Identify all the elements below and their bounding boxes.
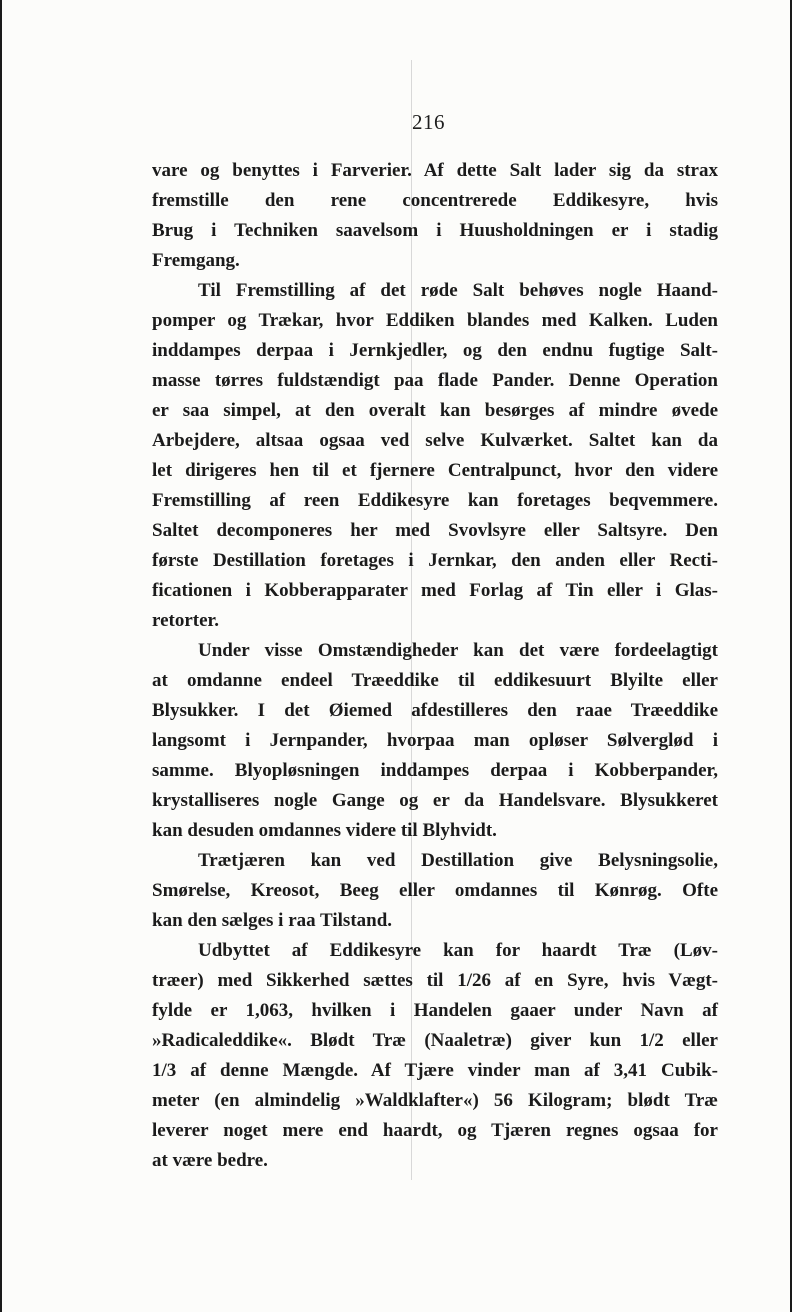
- text-line: Arbejdere, altsaa ogsaa ved selve Kulværket. Saltet kan da: [152, 430, 718, 451]
- text-line: let dirigeres hen til et fjernere Centralpunct, hvor den videre: [152, 460, 718, 481]
- text-line: Udbyttet af Eddikesyre kan for haardt Træ (Løv-: [198, 940, 718, 961]
- text-line: Fremstilling af reen Eddikesyre kan foretages beqvemmere.: [152, 490, 718, 511]
- text-line: kan den sælges i raa Tilstand.: [152, 910, 393, 931]
- text-line: Fremgang.: [152, 250, 240, 271]
- paragraph: [152, 846, 718, 936]
- text-line: retorter.: [152, 610, 219, 631]
- text-line: krystalliseres nogle Gange og er da Handelsvare. Blysukkeret: [152, 790, 718, 811]
- paragraph: [152, 276, 718, 636]
- text-line: fremstille den rene concentrerede Eddikesyre, hvis: [152, 190, 718, 211]
- text-line: langsomt i Jernpander, hvorpaa man opløser Sølverglød i: [152, 730, 718, 751]
- text-line: Brug i Techniken saavelsom i Huusholdningen er i stadig: [152, 220, 718, 241]
- text-line: masse tørres fuldstændigt paa flade Pander. Denne Operation: [152, 370, 718, 391]
- text-line: vare og benyttes i Farverier. Af dette Salt lader sig da strax: [152, 160, 718, 181]
- text-line: Under visse Omstændigheder kan det være fordeelagtigt: [198, 640, 718, 661]
- text-line: fylde er 1,063, hvilken i Handelen gaaer under Navn af: [152, 1000, 718, 1021]
- text-line: Blysukker. I det Øiemed afdestilleres den raae Træeddike: [152, 700, 718, 721]
- text-line: at være bedre.: [152, 1150, 268, 1171]
- text-line: Saltet decomponeres her med Svovlsyre eller Saltsyre. Den: [152, 520, 718, 541]
- text-line: 1/3 af denne Mængde. Af Tjære vinder man af 3,41 Cubik-: [152, 1060, 718, 1081]
- text-line: pomper og Trækar, hvor Eddiken blandes med Kalken. Luden: [152, 310, 718, 331]
- text-line: inddampes derpaa i Jernkjedler, og den endnu fugtige Salt-: [152, 340, 718, 361]
- page-number: 216: [412, 110, 445, 134]
- scan-left-edge: [0, 0, 2, 1312]
- paragraph: [152, 936, 718, 1176]
- text-line: er saa simpel, at den overalt kan besørges af mindre øvede: [152, 400, 718, 421]
- text-line: Smørelse, Kreosot, Beeg eller omdannes til Kønrøg. Ofte: [152, 880, 718, 901]
- text-line: »Radicaleddike«. Blødt Træ (Naaletræ) giver kun 1/2 eller: [152, 1030, 718, 1051]
- text-line: samme. Blyopløsningen inddampes derpaa i Kobberpander,: [152, 760, 718, 781]
- body-text: [152, 156, 718, 1176]
- paragraph: [152, 156, 718, 276]
- text-line: leverer noget mere end haardt, og Tjæren regnes ogsaa for: [152, 1120, 718, 1141]
- text-line: Til Fremstilling af det røde Salt behøves nogle Haand-: [198, 280, 718, 301]
- paragraph: [152, 636, 718, 846]
- text-line: meter (en almindelig »Waldklafter«) 56 Kilogram; blødt Træ: [152, 1090, 718, 1111]
- text-line: at omdanne endeel Træeddike til eddikesuurt Blyilte eller: [152, 670, 718, 691]
- text-line: ficationen i Kobberapparater med Forlag af Tin eller i Glas-: [152, 580, 718, 601]
- text-line: træer) med Sikkerhed sættes til 1/26 af en Syre, hvis Vægt-: [152, 970, 718, 991]
- text-line: første Destillation foretages i Jernkar, den anden eller Recti-: [152, 550, 718, 571]
- text-line: Trætjæren kan ved Destillation give Belysningsolie,: [198, 850, 718, 871]
- text-line: kan desuden omdannes videre til Blyhvidt.: [152, 820, 497, 841]
